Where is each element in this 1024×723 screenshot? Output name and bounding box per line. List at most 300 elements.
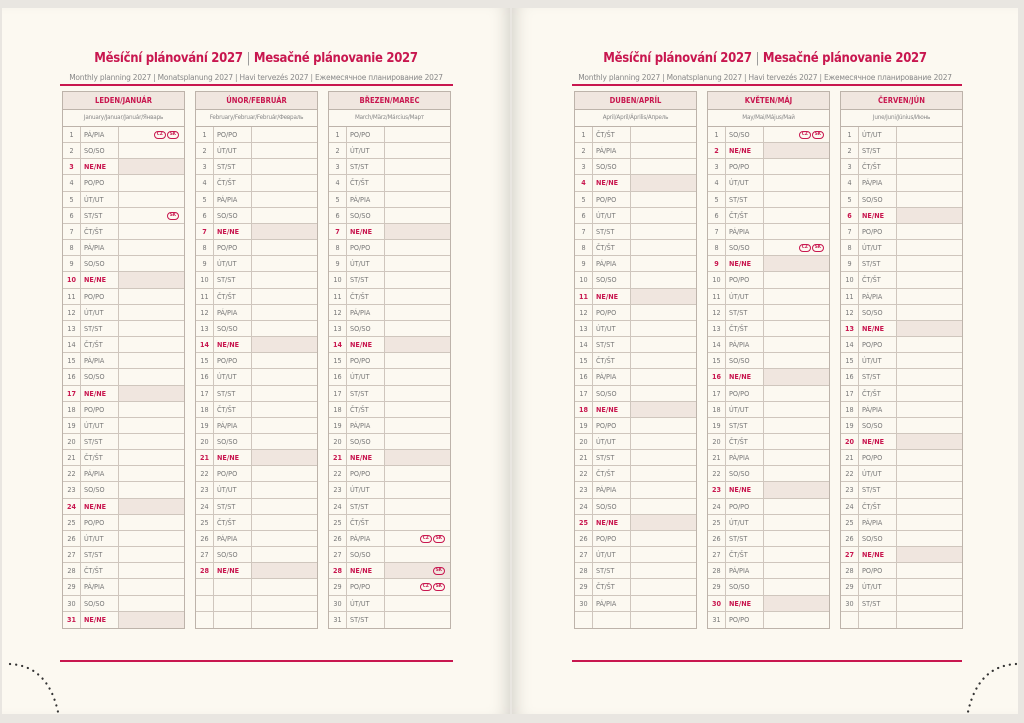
weekday-label: ST/ST	[347, 386, 385, 401]
day-number: 14	[329, 337, 347, 352]
note-cell[interactable]	[119, 579, 184, 594]
note-cell[interactable]	[897, 224, 962, 239]
day-number: 26	[708, 531, 726, 546]
weekday-label: PO/PO	[859, 337, 897, 352]
note-cell[interactable]	[764, 127, 829, 142]
note-cell[interactable]	[119, 596, 184, 611]
day-number: 13	[708, 321, 726, 336]
note-cell[interactable]	[897, 612, 962, 628]
note-cell[interactable]	[764, 596, 829, 611]
note-cell[interactable]	[119, 369, 184, 384]
month-translations: March/März/Március/Март	[329, 110, 450, 127]
note-cell[interactable]	[897, 547, 962, 562]
note-cell[interactable]	[119, 612, 184, 628]
note-cell[interactable]	[119, 337, 184, 352]
day-number: 5	[575, 192, 593, 207]
note-cell[interactable]	[119, 272, 184, 287]
note-cell[interactable]	[897, 579, 962, 594]
note-cell[interactable]	[631, 208, 696, 223]
note-cell[interactable]	[764, 143, 829, 158]
note-cell[interactable]	[119, 499, 184, 514]
note-cell[interactable]	[119, 240, 184, 255]
note-cell[interactable]	[631, 240, 696, 255]
note-cell[interactable]	[119, 531, 184, 546]
day-number: 1	[841, 127, 859, 142]
day-row	[329, 224, 450, 240]
note-cell[interactable]	[897, 434, 962, 449]
note-cell[interactable]	[252, 466, 317, 481]
weekday-label: PÁ/PIA	[81, 353, 119, 368]
note-cell[interactable]	[631, 596, 696, 611]
note-cell[interactable]	[385, 531, 450, 546]
note-cell[interactable]	[252, 499, 317, 514]
note-cell[interactable]	[764, 337, 829, 352]
day-number: 26	[841, 531, 859, 546]
day-number: 1	[329, 127, 347, 142]
note-cell[interactable]	[385, 256, 450, 271]
note-cell[interactable]	[897, 305, 962, 320]
weekday-label: ST/ST	[347, 272, 385, 287]
note-cell[interactable]	[119, 515, 184, 530]
day-row	[196, 386, 317, 402]
note-cell[interactable]	[119, 353, 184, 368]
note-cell[interactable]	[385, 289, 450, 304]
day-number: 19	[708, 418, 726, 433]
note-cell[interactable]	[631, 321, 696, 336]
weekday-label: SO/SO	[81, 482, 119, 497]
note-cell[interactable]	[631, 159, 696, 174]
note-cell[interactable]	[897, 402, 962, 417]
note-cell[interactable]	[385, 321, 450, 336]
note-cell[interactable]	[764, 272, 829, 287]
day-number: 17	[63, 386, 81, 401]
note-cell[interactable]	[897, 450, 962, 465]
weekday-label: ÚT/UT	[347, 256, 385, 271]
day-number: 20	[63, 434, 81, 449]
day-row	[196, 192, 317, 208]
note-cell[interactable]	[252, 224, 317, 239]
holiday-badge-sk: SK	[812, 244, 824, 252]
day-number: 18	[841, 402, 859, 417]
note-cell[interactable]	[631, 466, 696, 481]
note-cell[interactable]	[897, 208, 962, 223]
note-cell[interactable]	[897, 515, 962, 530]
note-cell[interactable]	[764, 208, 829, 223]
note-cell[interactable]	[631, 353, 696, 368]
note-cell[interactable]	[764, 175, 829, 190]
note-cell[interactable]	[385, 612, 450, 628]
day-row	[329, 321, 450, 337]
note-cell[interactable]	[897, 175, 962, 190]
note-cell[interactable]	[385, 159, 450, 174]
note-cell[interactable]	[631, 369, 696, 384]
note-cell[interactable]	[119, 224, 184, 239]
note-cell[interactable]	[631, 402, 696, 417]
note-cell[interactable]	[385, 208, 450, 223]
note-cell[interactable]	[385, 337, 450, 352]
note-cell[interactable]	[631, 531, 696, 546]
day-number: 28	[63, 563, 81, 578]
day-row	[575, 321, 696, 337]
note-cell[interactable]	[631, 515, 696, 530]
note-cell[interactable]	[764, 579, 829, 594]
note-cell[interactable]	[764, 612, 829, 628]
note-cell[interactable]	[252, 240, 317, 255]
day-number: 21	[841, 450, 859, 465]
day-number: 28	[708, 563, 726, 578]
note-cell[interactable]	[897, 482, 962, 497]
note-cell[interactable]	[385, 402, 450, 417]
day-number: 29	[841, 579, 859, 594]
note-cell[interactable]	[897, 418, 962, 433]
day-row	[329, 482, 450, 498]
note-cell[interactable]	[252, 531, 317, 546]
note-cell[interactable]	[897, 596, 962, 611]
weekday-label: NE/NE	[726, 143, 764, 158]
day-number: 25	[575, 515, 593, 530]
weekday-label: ST/ST	[726, 192, 764, 207]
note-cell[interactable]	[385, 466, 450, 481]
day-row	[575, 208, 696, 224]
note-cell[interactable]	[119, 418, 184, 433]
note-cell[interactable]	[119, 256, 184, 271]
note-cell[interactable]	[119, 175, 184, 190]
note-cell[interactable]	[764, 256, 829, 271]
note-cell[interactable]	[897, 369, 962, 384]
weekday-label: ST/ST	[347, 159, 385, 174]
month-name: LEDEN/JANUÁR	[63, 92, 184, 110]
weekday-label: NE/NE	[593, 289, 631, 304]
note-cell[interactable]	[631, 386, 696, 401]
note-cell[interactable]	[631, 224, 696, 239]
day-row	[329, 305, 450, 321]
note-cell[interactable]	[252, 127, 317, 142]
note-cell[interactable]	[385, 369, 450, 384]
note-cell[interactable]	[385, 305, 450, 320]
day-number: 19	[575, 418, 593, 433]
day-row	[63, 192, 184, 208]
note-cell[interactable]	[252, 563, 317, 578]
note-cell[interactable]	[631, 450, 696, 465]
note-cell[interactable]	[252, 515, 317, 530]
weekday-label: NE/NE	[726, 596, 764, 611]
note-cell[interactable]	[764, 466, 829, 481]
weekday-label: ČT/ŠT	[214, 175, 252, 190]
note-cell[interactable]	[252, 450, 317, 465]
note-cell[interactable]	[764, 321, 829, 336]
note-cell[interactable]	[897, 466, 962, 481]
day-number: 8	[63, 240, 81, 255]
note-cell[interactable]	[252, 208, 317, 223]
note-cell[interactable]	[897, 289, 962, 304]
weekday-label: ČT/ŠT	[593, 353, 631, 368]
note-cell[interactable]	[119, 482, 184, 497]
note-cell[interactable]	[385, 547, 450, 562]
note-cell[interactable]	[252, 159, 317, 174]
note-cell[interactable]	[764, 418, 829, 433]
note-cell[interactable]	[385, 272, 450, 287]
day-number: 20	[575, 434, 593, 449]
day-number: 3	[708, 159, 726, 174]
day-row	[63, 547, 184, 563]
note-cell[interactable]	[764, 547, 829, 562]
note-cell[interactable]	[764, 369, 829, 384]
day-row	[708, 208, 829, 224]
note-cell[interactable]	[385, 143, 450, 158]
note-cell[interactable]	[897, 337, 962, 352]
note-cell[interactable]	[631, 418, 696, 433]
day-row	[575, 143, 696, 159]
note-cell[interactable]	[631, 192, 696, 207]
note-cell[interactable]	[897, 499, 962, 514]
note-cell[interactable]	[385, 386, 450, 401]
note-cell[interactable]	[897, 531, 962, 546]
note-cell[interactable]	[764, 402, 829, 417]
note-cell[interactable]	[385, 192, 450, 207]
weekday-label: PÁ/PIA	[81, 240, 119, 255]
note-cell[interactable]	[631, 127, 696, 142]
note-cell[interactable]	[631, 256, 696, 271]
note-cell[interactable]	[897, 159, 962, 174]
day-number: 27	[329, 547, 347, 562]
note-cell[interactable]	[764, 224, 829, 239]
note-cell[interactable]	[897, 256, 962, 271]
note-cell[interactable]	[119, 434, 184, 449]
note-cell[interactable]	[897, 127, 962, 142]
day-row	[63, 450, 184, 466]
note-cell[interactable]	[897, 353, 962, 368]
day-row	[63, 612, 184, 628]
day-row	[841, 305, 962, 321]
weekday-label: PÁ/PIA	[859, 402, 897, 417]
day-number: 5	[708, 192, 726, 207]
note-cell[interactable]	[764, 450, 829, 465]
note-cell[interactable]	[764, 289, 829, 304]
day-number: 6	[708, 208, 726, 223]
note-cell[interactable]	[631, 305, 696, 320]
note-cell[interactable]	[631, 547, 696, 562]
note-cell[interactable]	[764, 240, 829, 255]
note-cell[interactable]	[764, 305, 829, 320]
day-number: 2	[329, 143, 347, 158]
day-number: 24	[708, 499, 726, 514]
day-number: 9	[196, 256, 214, 271]
day-row	[329, 272, 450, 288]
day-number: 23	[63, 482, 81, 497]
note-cell[interactable]	[252, 402, 317, 417]
weekday-label: ČT/ŠT	[726, 434, 764, 449]
note-cell[interactable]	[631, 143, 696, 158]
note-cell[interactable]	[119, 159, 184, 174]
note-cell[interactable]	[119, 127, 184, 142]
note-cell[interactable]	[385, 434, 450, 449]
day-row	[841, 579, 962, 595]
note-cell[interactable]	[252, 337, 317, 352]
day-number: 21	[196, 450, 214, 465]
note-cell[interactable]	[897, 240, 962, 255]
note-cell[interactable]	[252, 321, 317, 336]
note-cell[interactable]	[252, 369, 317, 384]
day-number: 14	[63, 337, 81, 352]
note-cell[interactable]	[252, 272, 317, 287]
weekday-label: PÁ/PIA	[214, 305, 252, 320]
note-cell[interactable]	[764, 353, 829, 368]
note-cell[interactable]	[252, 256, 317, 271]
note-cell[interactable]	[631, 579, 696, 594]
note-cell[interactable]	[119, 563, 184, 578]
day-number: 10	[63, 272, 81, 287]
note-cell[interactable]	[764, 515, 829, 530]
note-cell[interactable]	[252, 192, 317, 207]
note-cell[interactable]	[119, 450, 184, 465]
note-cell[interactable]	[631, 482, 696, 497]
note-cell[interactable]	[252, 612, 317, 628]
month-table	[707, 91, 830, 629]
note-cell[interactable]	[385, 499, 450, 514]
day-row	[841, 337, 962, 353]
day-row	[196, 224, 317, 240]
note-cell[interactable]	[252, 579, 317, 594]
note-cell[interactable]	[252, 143, 317, 158]
note-cell[interactable]	[252, 175, 317, 190]
note-cell[interactable]	[385, 579, 450, 594]
weekday-label: PO/PO	[726, 499, 764, 514]
note-cell[interactable]	[897, 386, 962, 401]
day-number: 27	[196, 547, 214, 562]
note-cell[interactable]	[897, 321, 962, 336]
note-cell[interactable]	[385, 224, 450, 239]
day-number: 29	[63, 579, 81, 594]
note-cell[interactable]	[252, 418, 317, 433]
note-cell[interactable]	[897, 192, 962, 207]
day-row	[196, 466, 317, 482]
note-cell[interactable]	[631, 434, 696, 449]
note-cell[interactable]	[119, 386, 184, 401]
day-row	[575, 353, 696, 369]
day-row	[196, 563, 317, 579]
note-cell[interactable]	[764, 499, 829, 514]
page-title: Měsíční plánování 2027 | Mesačné plánovanie 2027	[603, 51, 927, 66]
note-cell[interactable]	[119, 143, 184, 158]
day-row	[63, 224, 184, 240]
note-cell[interactable]	[385, 175, 450, 190]
day-number: 11	[575, 289, 593, 304]
day-row	[196, 402, 317, 418]
note-cell[interactable]	[385, 127, 450, 142]
day-row	[575, 547, 696, 563]
note-cell[interactable]	[252, 596, 317, 611]
day-number: 12	[196, 305, 214, 320]
note-cell[interactable]	[385, 482, 450, 497]
note-cell[interactable]	[631, 612, 696, 628]
day-number: 14	[575, 337, 593, 352]
day-row	[575, 369, 696, 385]
note-cell[interactable]	[897, 272, 962, 287]
note-cell[interactable]	[764, 386, 829, 401]
note-cell[interactable]	[764, 434, 829, 449]
weekday-label: PO/PO	[347, 353, 385, 368]
note-cell[interactable]	[385, 596, 450, 611]
weekday-label: ČT/ŠT	[859, 386, 897, 401]
weekday-label: ÚT/UT	[859, 466, 897, 481]
weekday-label: PO/PO	[859, 450, 897, 465]
day-row	[329, 402, 450, 418]
footer-rule	[60, 660, 453, 662]
holiday-badge-cz: CZ	[154, 131, 166, 139]
note-cell[interactable]	[631, 499, 696, 514]
note-cell[interactable]	[385, 450, 450, 465]
note-cell[interactable]	[385, 353, 450, 368]
day-number: 28	[329, 563, 347, 578]
note-cell[interactable]	[764, 531, 829, 546]
note-cell[interactable]	[631, 563, 696, 578]
weekday-label: ST/ST	[593, 337, 631, 352]
day-row	[63, 337, 184, 353]
day-number: 15	[329, 353, 347, 368]
note-cell[interactable]	[119, 547, 184, 562]
note-cell[interactable]	[631, 289, 696, 304]
weekday-label: ÚT/UT	[593, 208, 631, 223]
note-cell[interactable]	[897, 143, 962, 158]
note-cell[interactable]	[631, 272, 696, 287]
note-cell[interactable]	[385, 418, 450, 433]
weekday-label: SO/SO	[214, 547, 252, 562]
weekday-label: ST/ST	[726, 531, 764, 546]
day-number: 23	[196, 482, 214, 497]
note-cell[interactable]	[897, 563, 962, 578]
note-cell[interactable]	[631, 337, 696, 352]
note-cell[interactable]	[119, 321, 184, 336]
note-cell[interactable]	[119, 289, 184, 304]
note-cell[interactable]	[119, 208, 184, 223]
weekday-label: SO/SO	[347, 208, 385, 223]
weekday-label: ČT/ŠT	[859, 159, 897, 174]
month-table	[62, 91, 185, 629]
note-cell[interactable]	[252, 289, 317, 304]
day-row	[63, 353, 184, 369]
day-row	[196, 175, 317, 191]
day-number: 5	[196, 192, 214, 207]
day-number: 13	[63, 321, 81, 336]
note-cell[interactable]	[119, 466, 184, 481]
day-row	[708, 369, 829, 385]
note-cell[interactable]	[764, 482, 829, 497]
note-cell[interactable]	[385, 515, 450, 530]
day-row	[708, 434, 829, 450]
note-cell[interactable]	[119, 192, 184, 207]
note-cell[interactable]	[252, 434, 317, 449]
day-row	[63, 402, 184, 418]
note-cell[interactable]	[764, 159, 829, 174]
note-cell[interactable]	[119, 402, 184, 417]
note-cell[interactable]	[252, 305, 317, 320]
note-cell[interactable]	[385, 563, 450, 578]
day-number: 4	[708, 175, 726, 190]
note-cell[interactable]	[631, 175, 696, 190]
day-number: 9	[63, 256, 81, 271]
note-cell[interactable]	[252, 482, 317, 497]
note-cell[interactable]	[764, 563, 829, 578]
note-cell[interactable]	[764, 192, 829, 207]
note-cell[interactable]	[252, 386, 317, 401]
day-row	[196, 434, 317, 450]
note-cell[interactable]	[119, 305, 184, 320]
weekday-label: ÚT/UT	[81, 305, 119, 320]
note-cell[interactable]	[252, 547, 317, 562]
note-cell[interactable]	[252, 353, 317, 368]
day-number: 23	[708, 482, 726, 497]
note-cell[interactable]	[385, 240, 450, 255]
